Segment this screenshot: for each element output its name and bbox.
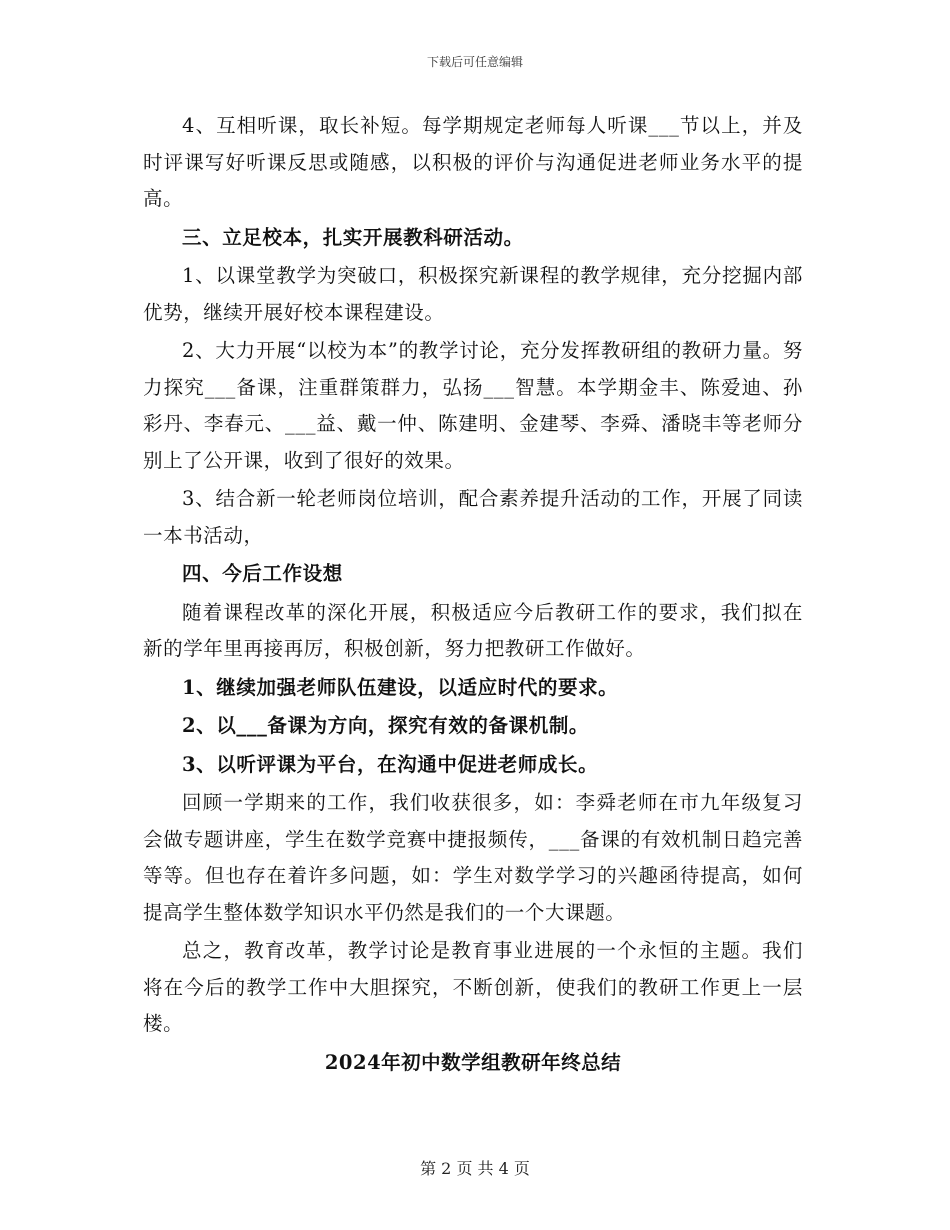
paragraph-conclusion: 总之，教育改革，教学讨论是教育事业进展的一个永恒的主题。我们将在今后的教学工作中大胆探究，不断创新，使我们的教研工作更上一层楼。: [143, 939, 803, 1035]
document-title: 2024年初中数学组教研年终总结: [324, 1050, 622, 1074]
page-header: 下载后可任意编辑: [426, 55, 523, 69]
paragraph-review: 回顾一学期来的工作，我们收获很多，如：李舜老师在市九年级复习会做专题讲座，学生在数学竞赛中捷报频传，___备课的有效机制日趋完善等等。但也存在着许多问题，如：学生对数学学习的兴趣函待提高，如何提高学生整体数学知识水平仍然是我们的一个大课题。: [143, 791, 803, 924]
document-body: [143, 108, 803, 1081]
page-number: 第 2 页 共 4 页: [420, 1159, 530, 1178]
section-heading-3: 三、立足校本，扎实开展教科研活动。: [182, 225, 524, 249]
plan-item-1: 1、继续加强老师队伍建设，以适应时代的要求。: [182, 675, 619, 699]
section-heading-4: 四、今后工作设想: [182, 562, 343, 585]
paragraph-teacher-training: 3、结合新一轮老师岗位培训，配合素养提升活动的工作，开展了同读一本书活动，: [143, 487, 803, 547]
paragraph-classroom-breakthrough: 1、以课堂教学为突破口，积极探究新课程的教学规律，充分挖掘内部优势，继续开展好校本课程建设。: [143, 264, 803, 324]
plan-item-3: 3、以听评课为平台，在沟通中促进老师成长。: [182, 752, 599, 776]
plan-item-2: 2、以___备课为方向，探究有效的备课机制。: [182, 714, 590, 737]
paragraph-future-plan: 随着课程改革的深化开展，积极适应今后教研工作的要求，我们拟在新的学年里再接再厉，积极创新，努力把教研工作做好。: [143, 600, 803, 660]
paragraph-listen-lessons: 4、互相听课，取长补短。每学期规定老师每人听课___节以上，并及时评课写好听课反思或随感，以积极的评价与沟通促进老师业务水平的提高。: [143, 114, 803, 210]
paragraph-school-based-research: 2、大力开展“以校为本”的教学讨论，充分发挥教研组的教研力量。努力探究___备课，注重群策群力，弘扬___智慧。本学期金丰、陈爱迪、孙彩丹、李春元、___益、戴一仲、陈建明、金建琴、李舜、潘晓丰等老师分别上了公开课，收到了很好的效果。: [143, 339, 803, 472]
